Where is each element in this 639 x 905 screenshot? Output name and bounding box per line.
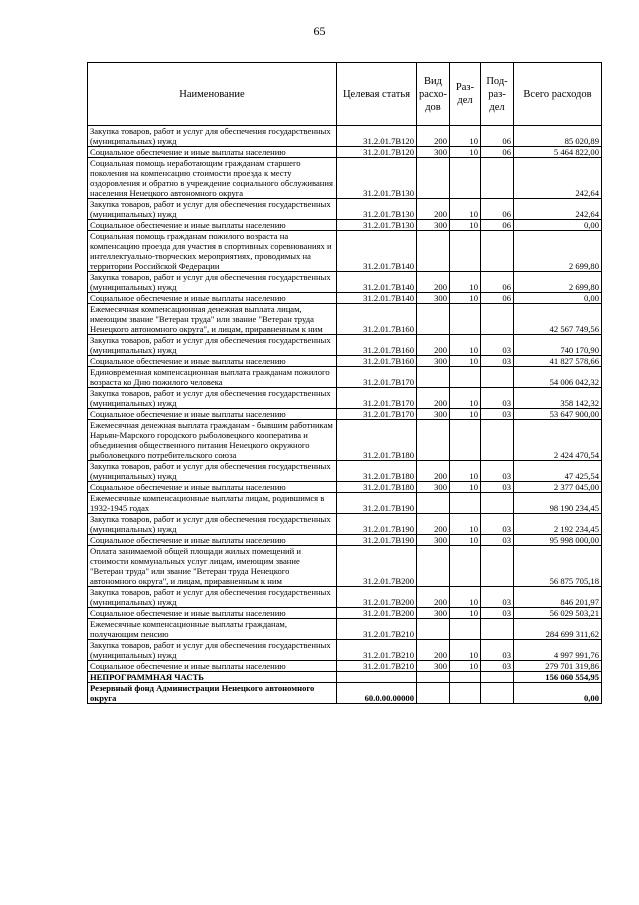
cell-section: 10 [450, 147, 481, 158]
cell-expense-type: 300 [417, 356, 450, 367]
table-row [88, 220, 602, 231]
cell-name: Социальное обеспечение и иные выплаты населению [88, 220, 337, 231]
cell-expense-type [417, 158, 450, 199]
table-row [88, 482, 602, 493]
cell-name: Социальное обеспечение и иные выплаты населению [88, 293, 337, 304]
table-row [88, 231, 602, 272]
cell-section: 10 [450, 482, 481, 493]
cell-section [450, 546, 481, 587]
table-row [88, 199, 602, 220]
cell-total: 2 699,80 [514, 272, 602, 293]
cell-section: 10 [450, 514, 481, 535]
cell-subsection: 03 [481, 335, 514, 356]
cell-name: Закупка товаров, работ и услуг для обеспечения государственных (муниципальных) нужд [88, 640, 337, 661]
table-row [88, 388, 602, 409]
cell-subsection [481, 619, 514, 640]
cell-expense-type [417, 546, 450, 587]
table-row [88, 126, 602, 147]
cell-name: Закупка товаров, работ и услуг для обеспечения государственных (муниципальных) нужд [88, 126, 337, 147]
cell-subsection: 03 [481, 356, 514, 367]
cell-name: Закупка товаров, работ и услуг для обеспечения государственных (муниципальных) нужд [88, 587, 337, 608]
cell-target-article: 31.2.01.7В160 [337, 335, 417, 356]
cell-total: 56 875 705,18 [514, 546, 602, 587]
budget-table [87, 62, 602, 704]
cell-target-article: 31.2.01.7В140 [337, 231, 417, 272]
cell-total: 42 567 749,56 [514, 304, 602, 335]
cell-subsection: 03 [481, 409, 514, 420]
cell-total: 156 060 554,95 [514, 672, 602, 683]
cell-section: 10 [450, 272, 481, 293]
cell-target-article: 31.2.01.7В180 [337, 461, 417, 482]
cell-expense-type: 300 [417, 608, 450, 619]
cell-section [450, 367, 481, 388]
cell-name: Социальное обеспечение и иные выплаты населению [88, 147, 337, 158]
cell-name: Закупка товаров, работ и услуг для обеспечения государственных (муниципальных) нужд [88, 514, 337, 535]
cell-total: 2 192 234,45 [514, 514, 602, 535]
cell-expense-type: 200 [417, 587, 450, 608]
table-row [88, 619, 602, 640]
cell-target-article: 31.2.01.7В130 [337, 199, 417, 220]
cell-subsection [481, 546, 514, 587]
cell-target-article: 31.2.01.7В190 [337, 493, 417, 514]
cell-subsection [481, 493, 514, 514]
cell-target-article: 31.2.01.7В120 [337, 126, 417, 147]
header-section: Раз-дел [450, 63, 481, 126]
cell-total: 846 201,97 [514, 587, 602, 608]
cell-name: Закупка товаров, работ и услуг для обеспечения государственных (муниципальных) нужд [88, 199, 337, 220]
cell-section: 10 [450, 356, 481, 367]
table-row [88, 335, 602, 356]
cell-name: Единовременная компенсационная выплата гражданам пожилого возраста ко Дню пожилого человека [88, 367, 337, 388]
table-header-row [88, 63, 602, 126]
cell-name: Социальное обеспечение и иные выплаты населению [88, 608, 337, 619]
table-row [88, 147, 602, 158]
cell-expense-type [417, 672, 450, 683]
table-row [88, 461, 602, 482]
cell-subsection: 06 [481, 147, 514, 158]
cell-expense-type [417, 367, 450, 388]
cell-expense-type: 200 [417, 335, 450, 356]
cell-section: 10 [450, 640, 481, 661]
cell-expense-type [417, 420, 450, 461]
table-row [88, 640, 602, 661]
cell-section: 10 [450, 461, 481, 482]
cell-expense-type: 200 [417, 388, 450, 409]
cell-section: 10 [450, 388, 481, 409]
cell-target-article: 31.2.01.7В210 [337, 661, 417, 672]
cell-target-article: 31.2.01.7В190 [337, 514, 417, 535]
cell-section [450, 420, 481, 461]
cell-target-article: 31.2.01.7В200 [337, 587, 417, 608]
cell-expense-type [417, 231, 450, 272]
table-row [88, 409, 602, 420]
cell-target-article: 31.2.01.7В210 [337, 640, 417, 661]
cell-expense-type: 200 [417, 461, 450, 482]
cell-subsection [481, 304, 514, 335]
cell-name: Социальное обеспечение и иные выплаты населению [88, 482, 337, 493]
cell-name: Социальное обеспечение и иные выплаты населению [88, 356, 337, 367]
cell-total: 358 142,32 [514, 388, 602, 409]
cell-subsection: 06 [481, 220, 514, 231]
cell-total: 284 699 311,62 [514, 619, 602, 640]
cell-total: 2 377 045,00 [514, 482, 602, 493]
cell-total: 53 647 900,00 [514, 409, 602, 420]
table-row [88, 304, 602, 335]
cell-expense-type: 200 [417, 272, 450, 293]
page-number: 65 [313, 24, 326, 38]
cell-subsection [481, 683, 514, 704]
table-row [88, 356, 602, 367]
cell-expense-type: 200 [417, 514, 450, 535]
cell-total: 0,00 [514, 293, 602, 304]
cell-total: 242,64 [514, 199, 602, 220]
cell-target-article [337, 672, 417, 683]
cell-section: 10 [450, 409, 481, 420]
cell-subsection: 06 [481, 272, 514, 293]
cell-subsection: 03 [481, 535, 514, 546]
cell-target-article: 31.2.01.7В190 [337, 535, 417, 546]
table-body [88, 126, 602, 704]
cell-total: 0,00 [514, 220, 602, 231]
header-total-expenses: Всего расходов [514, 63, 602, 126]
cell-name: Ежемесячные компенсационные выплаты лицам, родившимся в 1932-1945 годах [88, 493, 337, 514]
table-row [88, 420, 602, 461]
cell-expense-type: 300 [417, 147, 450, 158]
cell-target-article: 60.0.00.00000 [337, 683, 417, 704]
cell-name: Социальное обеспечение и иные выплаты населению [88, 535, 337, 546]
cell-total: 740 170,90 [514, 335, 602, 356]
cell-target-article: 31.2.01.7В200 [337, 608, 417, 619]
cell-total: 279 701 319,86 [514, 661, 602, 672]
cell-subsection: 03 [481, 388, 514, 409]
cell-expense-type: 300 [417, 293, 450, 304]
cell-total: 5 464 822,00 [514, 147, 602, 158]
cell-subsection: 03 [481, 661, 514, 672]
cell-expense-type [417, 304, 450, 335]
header-expense-type: Вид расхо-дов [417, 63, 450, 126]
cell-section [450, 672, 481, 683]
cell-subsection: 06 [481, 293, 514, 304]
cell-name: Закупка товаров, работ и услуг для обеспечения государственных (муниципальных) нужд [88, 388, 337, 409]
cell-expense-type [417, 619, 450, 640]
cell-section: 10 [450, 199, 481, 220]
cell-total: 98 190 234,45 [514, 493, 602, 514]
cell-name: Закупка товаров, работ и услуг для обеспечения государственных (муниципальных) нужд [88, 272, 337, 293]
cell-total: 2 699,80 [514, 231, 602, 272]
cell-target-article: 31.2.01.7В170 [337, 409, 417, 420]
table-row [88, 683, 602, 704]
cell-expense-type: 200 [417, 199, 450, 220]
cell-target-article: 31.2.01.7В140 [337, 272, 417, 293]
cell-section [450, 619, 481, 640]
cell-name: НЕПРОГРАММНАЯ ЧАСТЬ [88, 672, 337, 683]
cell-total: 56 029 503,21 [514, 608, 602, 619]
cell-subsection: 03 [481, 587, 514, 608]
cell-target-article: 31.2.01.7В180 [337, 482, 417, 493]
cell-name: Ежемесячные компенсационные выплаты гражданам, получающим пенсию [88, 619, 337, 640]
cell-expense-type: 200 [417, 126, 450, 147]
cell-section [450, 231, 481, 272]
cell-section [450, 493, 481, 514]
cell-expense-type: 300 [417, 535, 450, 546]
table-row [88, 608, 602, 619]
cell-target-article: 31.2.01.7В210 [337, 619, 417, 640]
table-row [88, 158, 602, 199]
cell-target-article: 31.2.01.7В160 [337, 304, 417, 335]
cell-name: Социальная помощь гражданам пожилого возраста на компенсацию проезда для участия в спортивных соревнованиях и интеллектуально-творческих мероприятиях, проводимых на территории Российской Федерации [88, 231, 337, 272]
cell-subsection [481, 231, 514, 272]
cell-total: 4 997 991,76 [514, 640, 602, 661]
cell-section [450, 683, 481, 704]
cell-total: 85 020,89 [514, 126, 602, 147]
table-row [88, 272, 602, 293]
cell-total: 47 425,54 [514, 461, 602, 482]
cell-target-article: 31.2.01.7В180 [337, 420, 417, 461]
cell-expense-type [417, 493, 450, 514]
cell-expense-type [417, 683, 450, 704]
table-row [88, 293, 602, 304]
cell-name: Ежемесячная компенсационная денежная выплата лицам, имеющим звание "Ветеран труда" или звание "Ветеран труда Ненецкого автономного округа", и лицам, приравненным к ним [88, 304, 337, 335]
cell-subsection: 06 [481, 126, 514, 147]
cell-subsection [481, 672, 514, 683]
cell-section: 10 [450, 126, 481, 147]
cell-target-article: 31.2.01.7В130 [337, 220, 417, 231]
cell-target-article: 31.2.01.7В130 [337, 158, 417, 199]
cell-subsection: 06 [481, 199, 514, 220]
cell-expense-type: 200 [417, 640, 450, 661]
cell-name: Социальное обеспечение и иные выплаты населению [88, 661, 337, 672]
cell-total: 0,00 [514, 683, 602, 704]
cell-name: Социальная помощь неработающим гражданам старшего поколения на компенсацию стоимости проезда к месту оздоровления и обратно в учреждение социального обслуживания населения Ненецкого автономного округа [88, 158, 337, 199]
cell-name: Оплата занимаемой общей площади жилых помещений и стоимости коммунальных услуг лицам, имеющим звание "Ветеран труда" или звание "Ветеран труда Ненецкого автономного округа", и лицам, приравненным к ним [88, 546, 337, 587]
table-row [88, 546, 602, 587]
cell-target-article: 31.2.01.7В160 [337, 356, 417, 367]
header-name: Наименование [88, 63, 337, 126]
cell-target-article: 31.2.01.7В200 [337, 546, 417, 587]
table-row [88, 661, 602, 672]
cell-section: 10 [450, 535, 481, 546]
cell-total: 95 998 000,00 [514, 535, 602, 546]
cell-subsection: 03 [481, 608, 514, 619]
table-row [88, 672, 602, 683]
cell-subsection [481, 420, 514, 461]
cell-expense-type: 300 [417, 409, 450, 420]
cell-target-article: 31.2.01.7В120 [337, 147, 417, 158]
cell-section: 10 [450, 587, 481, 608]
cell-name: Закупка товаров, работ и услуг для обеспечения государственных (муниципальных) нужд [88, 461, 337, 482]
cell-name: Закупка товаров, работ и услуг для обеспечения государственных (муниципальных) нужд [88, 335, 337, 356]
cell-subsection [481, 367, 514, 388]
cell-section [450, 304, 481, 335]
cell-target-article: 31.2.01.7В170 [337, 388, 417, 409]
cell-subsection: 03 [481, 461, 514, 482]
cell-subsection [481, 158, 514, 199]
table-row [88, 493, 602, 514]
cell-total: 54 006 042,32 [514, 367, 602, 388]
cell-section: 10 [450, 661, 481, 672]
cell-subsection: 03 [481, 514, 514, 535]
cell-target-article: 31.2.01.7В140 [337, 293, 417, 304]
cell-total: 2 424 470,54 [514, 420, 602, 461]
table-row [88, 587, 602, 608]
cell-section [450, 158, 481, 199]
header-subsection: Под-раз-дел [481, 63, 514, 126]
cell-name: Резервный фонд Администрации Ненецкого автономного округа [88, 683, 337, 704]
cell-total: 41 827 578,66 [514, 356, 602, 367]
cell-expense-type: 300 [417, 220, 450, 231]
cell-name: Социальное обеспечение и иные выплаты населению [88, 409, 337, 420]
table-row [88, 535, 602, 546]
table-row [88, 514, 602, 535]
cell-section: 10 [450, 293, 481, 304]
header-target-article: Целевая статья [337, 63, 417, 126]
cell-subsection: 03 [481, 482, 514, 493]
cell-section: 10 [450, 335, 481, 356]
cell-total: 242,64 [514, 158, 602, 199]
cell-subsection: 03 [481, 640, 514, 661]
table-row [88, 367, 602, 388]
cell-section: 10 [450, 220, 481, 231]
cell-name: Ежемесячная денежная выплата гражданам - бывшим работникам Нарьян-Марского городского рыболовецкого кооператива и объединения общественного питания Ненецкого окружного рыболовецкого потребительского союза [88, 420, 337, 461]
cell-target-article: 31.2.01.7В170 [337, 367, 417, 388]
cell-section: 10 [450, 608, 481, 619]
cell-expense-type: 300 [417, 661, 450, 672]
cell-expense-type: 300 [417, 482, 450, 493]
